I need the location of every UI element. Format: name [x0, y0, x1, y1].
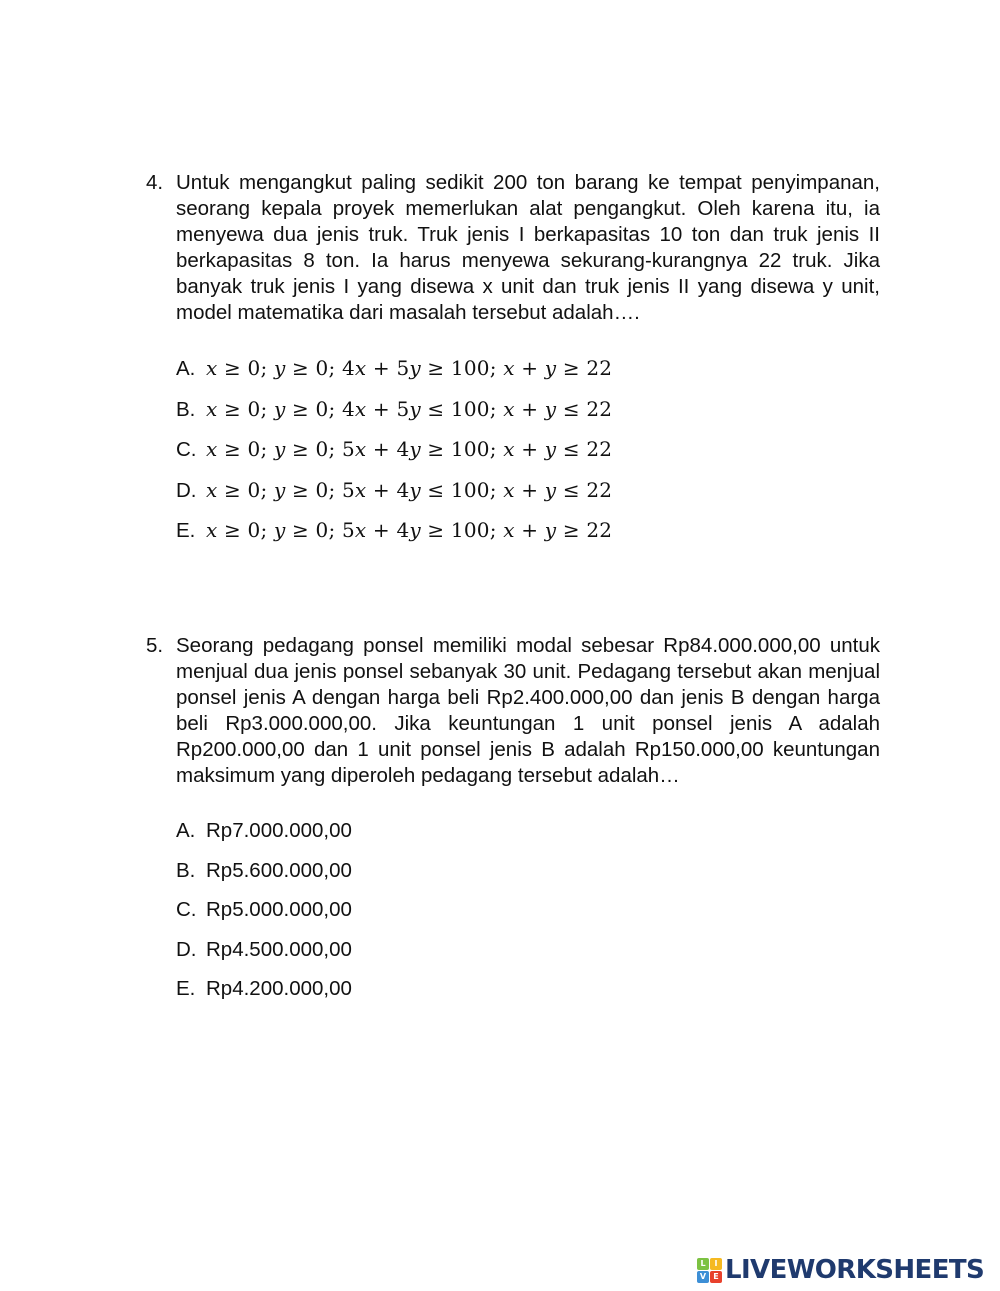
option-text: 𝑥 ≥ 0; 𝑦 ≥ 0; 4𝑥 + 5𝑦 ≤ 100; 𝑥 + 𝑦 ≤ 22 [206, 396, 613, 421]
logo-block-l: L [697, 1258, 709, 1270]
option-letter: B. [176, 397, 196, 421]
option-letter: E. [176, 977, 196, 1000]
option-letter: B. [176, 858, 196, 882]
option-text: 𝑥 ≥ 0; 𝑦 ≥ 0; 5𝑥 + 4𝑦 ≤ 100; 𝑥 + 𝑦 ≤ 22 [206, 477, 613, 502]
option-text: 𝑥 ≥ 0; 𝑦 ≥ 0; 5𝑥 + 4𝑦 ≥ 100; 𝑥 + 𝑦 ≥ 22 [206, 518, 613, 542]
option-text: Rp4.200.000,00 [206, 977, 352, 1000]
question-text: Seorang pedagang ponsel memiliki modal sebesar Rp84.000.000,00 untuk menjual dua jenis ponsel sebanyak 30 unit. Pedagang tersebut akan menjual ponsel jenis A dengan harga beli Rp2.400.000,00 dan jenis B dengan harga beli Rp3.000.000,00. Jika keuntungan 1 unit ponsel jenis A adalah Rp200.000,00 dan 1 unit ponsel jenis B adalah Rp150.000,00 keuntungan maksimum yang diperoleh pedagang tersebut adalah… [176, 634, 880, 787]
option-c[interactable] [176, 429, 880, 470]
option-text: 𝑥 ≥ 0; 𝑦 ≥ 0; 4𝑥 + 5𝑦 ≥ 100; 𝑥 + 𝑦 ≥ 22 [206, 356, 613, 380]
option-text: Rp5.000.000,00 [206, 898, 352, 921]
option-c[interactable] [176, 890, 880, 930]
option-text: 𝑥 ≥ 0; 𝑦 ≥ 0; 5𝑥 + 4𝑦 ≥ 100; 𝑥 + 𝑦 ≤ 22 [206, 437, 613, 461]
option-text: Rp7.000.000,00 [206, 819, 352, 842]
option-letter: C. [176, 438, 197, 461]
option-e[interactable] [176, 510, 880, 551]
question-number: 5. [146, 634, 164, 657]
option-a[interactable] [176, 348, 880, 389]
question-4 [146, 170, 880, 551]
question-5 [146, 633, 880, 1009]
logo-block-e: E [710, 1271, 722, 1283]
option-e[interactable] [176, 969, 880, 1009]
logo-block-v: V [697, 1271, 709, 1283]
option-a[interactable] [176, 811, 880, 851]
option-letter: D. [176, 478, 197, 502]
question-number: 4. [146, 171, 164, 194]
option-d[interactable] [176, 930, 880, 970]
option-text: Rp5.600.000,00 [206, 858, 352, 882]
option-d[interactable] [176, 470, 880, 511]
option-letter: A. [176, 357, 196, 380]
answer-options [176, 811, 880, 1009]
liveworksheets-logo [697, 1255, 984, 1285]
option-letter: E. [176, 519, 196, 542]
option-letter: C. [176, 898, 197, 921]
option-b[interactable] [176, 851, 880, 891]
option-letter: D. [176, 937, 197, 961]
option-text: Rp4.500.000,00 [206, 937, 352, 961]
option-letter: A. [176, 819, 196, 842]
logo-text: LIVEWORKSHEETS [725, 1255, 985, 1285]
question-text: Untuk mengangkut paling sedikit 200 ton barang ke tempat penyimpanan, seorang kepala proyek memerlukan alat pengangkut. Oleh karena itu, ia menyewa dua jenis truk. Truk jenis I berkapasitas 10 ton dan truk jenis II berkapasitas 8 ton. Ia harus menyewa sekurang-kurangnya 22 truk. Jika banyak truk jenis I yang disewa x unit dan truk jenis II yang disewa y unit, model matematika dari masalah tersebut adalah…. [176, 171, 880, 324]
live-blocks-icon [697, 1258, 722, 1283]
option-b[interactable] [176, 389, 880, 430]
answer-options [176, 348, 880, 551]
logo-block-i: I [710, 1258, 722, 1270]
